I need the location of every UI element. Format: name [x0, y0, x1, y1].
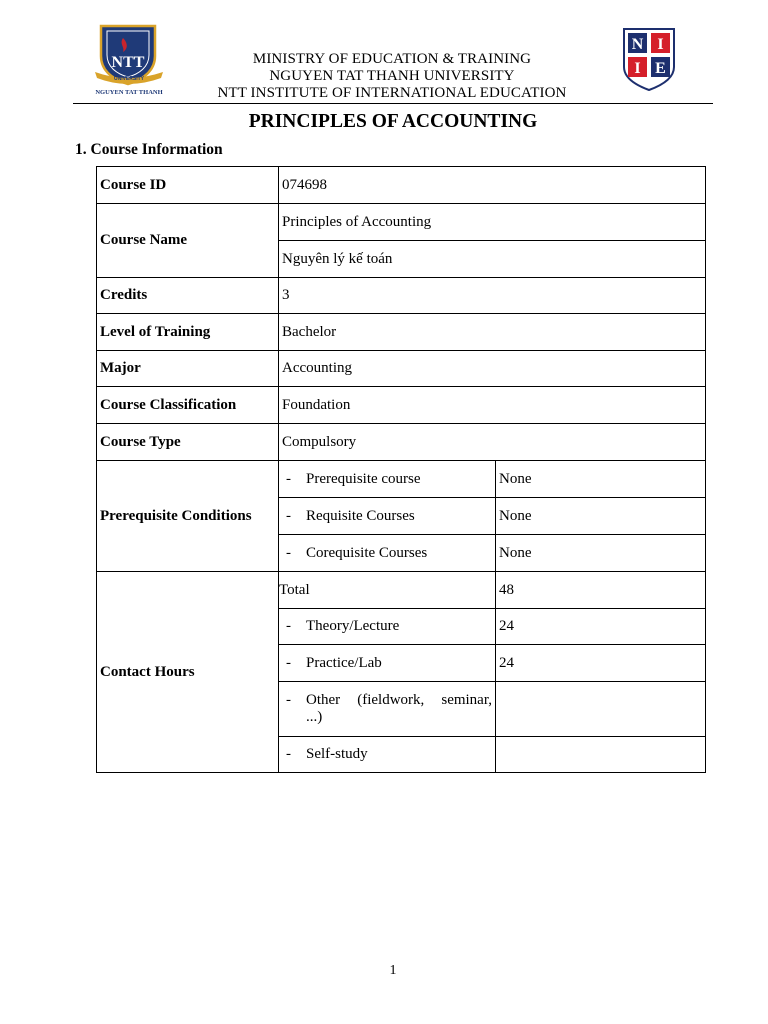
- dash: -: [286, 470, 291, 487]
- table-row: [97, 572, 706, 609]
- total-hours-name: Total: [279, 572, 496, 609]
- course-name-vi: Nguyên lý kế toán: [279, 241, 706, 278]
- university-line: NGUYEN TAT THANH UNIVERSITY: [269, 68, 515, 84]
- logo-letter-e: E: [655, 60, 666, 77]
- table-row: [97, 167, 706, 204]
- niie-logo: [622, 27, 676, 91]
- course-id-label: Course ID: [97, 167, 279, 204]
- prerequisite-course-name: [279, 461, 496, 498]
- table-row: [97, 351, 706, 387]
- dash: -: [286, 746, 291, 762]
- header-divider: [73, 103, 713, 104]
- table-row: [97, 461, 706, 498]
- self-study-value: [496, 737, 706, 773]
- logo-caption: NGUYEN TAT THANH: [95, 89, 163, 96]
- requisite-courses-name: [279, 498, 496, 535]
- table-row: [97, 204, 706, 241]
- self-study-name: [279, 737, 496, 773]
- contact-hours-label: Contact Hours: [97, 572, 279, 773]
- logo-letter-n: N: [631, 36, 644, 53]
- ntt-university-logo: [93, 22, 165, 98]
- logo-banner-text: UNIVERSITY: [113, 76, 145, 82]
- prerequisite-course-text: Prerequisite course: [306, 470, 421, 487]
- dash: -: [286, 507, 291, 524]
- prerequisite-course-value: None: [496, 461, 706, 498]
- total-hours-value: 48: [496, 572, 706, 609]
- theory-lecture-text: Theory/Lecture: [306, 618, 400, 634]
- prerequisite-label: Prerequisite Conditions: [97, 461, 279, 572]
- ntt-university-shield-logo-icon: [93, 22, 165, 98]
- logo-letter-i1: I: [657, 36, 664, 53]
- course-id-value: 074698: [279, 167, 706, 204]
- institution-header: [160, 51, 624, 102]
- other-hours-name: [279, 682, 496, 737]
- table-row: [97, 387, 706, 424]
- major-label: Major: [97, 351, 279, 387]
- level-value: Bachelor: [279, 314, 706, 351]
- other-hours-text-line2: ...): [306, 709, 323, 725]
- course-type-label: Course Type: [97, 424, 279, 461]
- practice-lab-name: [279, 645, 496, 682]
- document-title: PRINCIPLES OF ACCOUNTING: [248, 111, 538, 132]
- logo-monogram: NTT: [111, 54, 145, 71]
- ministry-line: MINISTRY OF EDUCATION & TRAINING: [252, 51, 532, 67]
- corequisite-courses-text: Corequisite Courses: [306, 544, 428, 561]
- course-info-table: [96, 166, 706, 773]
- dash: -: [286, 692, 291, 708]
- logo-letter-i2: I: [634, 60, 641, 77]
- institute-line: NTT INSTITUTE OF INTERNATIONAL EDUCATION: [217, 85, 567, 101]
- level-label: Level of Training: [97, 314, 279, 351]
- table-row: [97, 314, 706, 351]
- major-value: Accounting: [279, 351, 706, 387]
- page-number: 1: [389, 963, 397, 978]
- section-heading: 1. Course Information: [75, 141, 223, 158]
- niie-shield-logo-icon: [622, 27, 676, 91]
- classification-label: Course Classification: [97, 387, 279, 424]
- theory-lecture-value: 24: [496, 609, 706, 645]
- dash: -: [286, 544, 291, 561]
- credits-value: 3: [279, 278, 706, 314]
- course-name-label: Course Name: [97, 204, 279, 278]
- other-hours-text-line1: Other (fieldwork, seminar,: [306, 692, 492, 708]
- theory-lecture-name: [279, 609, 496, 645]
- practice-lab-value: 24: [496, 645, 706, 682]
- course-name-en: Principles of Accounting: [279, 204, 706, 241]
- classification-value: Foundation: [279, 387, 706, 424]
- course-type-value: Compulsory: [279, 424, 706, 461]
- corequisite-courses-name: [279, 535, 496, 572]
- credits-label: Credits: [97, 278, 279, 314]
- table-row: [97, 278, 706, 314]
- other-hours-value: [496, 682, 706, 737]
- practice-lab-text: Practice/Lab: [306, 654, 382, 671]
- requisite-courses-text: Requisite Courses: [306, 507, 415, 524]
- corequisite-courses-value: None: [496, 535, 706, 572]
- dash: -: [286, 654, 291, 671]
- table-row: [97, 424, 706, 461]
- self-study-text: Self-study: [306, 746, 368, 762]
- dash: -: [286, 618, 291, 634]
- requisite-courses-value: None: [496, 498, 706, 535]
